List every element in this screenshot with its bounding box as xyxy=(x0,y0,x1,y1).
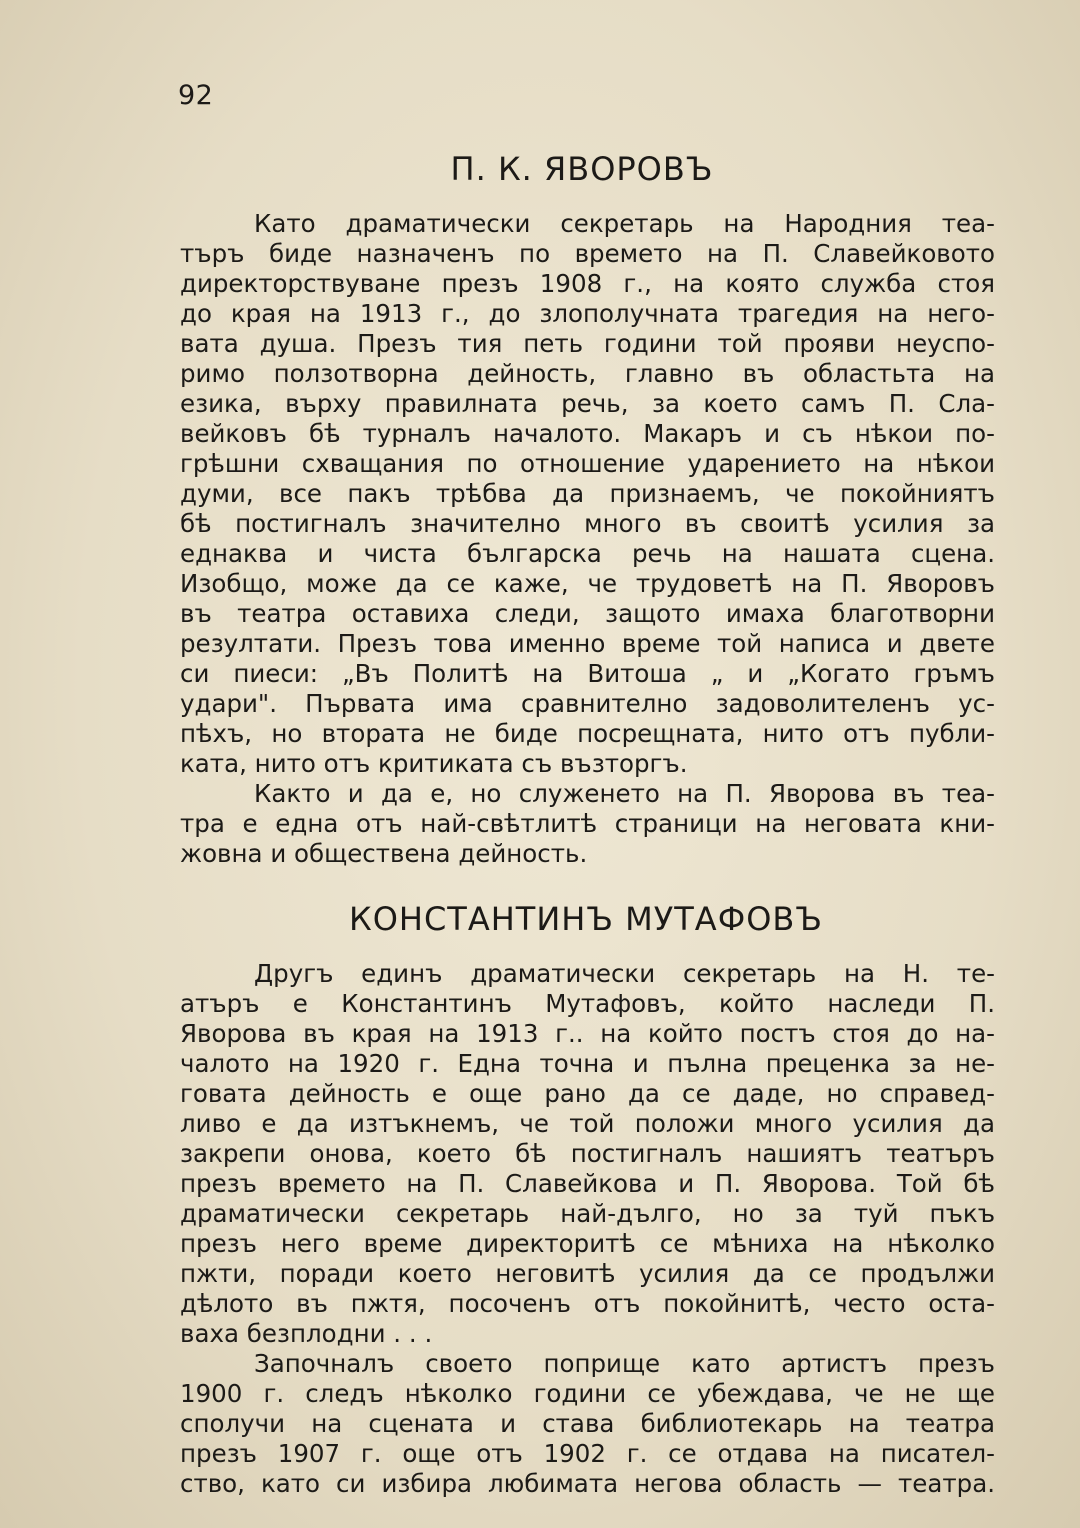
section-body-mutafov xyxy=(180,959,995,1499)
text-line: ливо е да изтъкнемъ, че той положи много усилия да xyxy=(180,1109,995,1138)
text-line: бѣ постигналъ значително много въ своитѣ усилия за xyxy=(180,509,995,538)
text-line: удари". Първата има сравнително задоволителенъ ус- xyxy=(180,689,995,718)
text-line: думи, все пакъ трѣбва да признаемъ, че покойниятъ xyxy=(180,479,995,508)
section-heading-yavorov: П. К. ЯВОРОВЪ xyxy=(450,150,714,188)
text-line: 1900 г. следъ нѣколко години се убеждава, че не ще xyxy=(180,1379,995,1408)
text-line: тра е една отъ най-свѣтлитѣ страници на неговата кни- xyxy=(180,809,995,838)
text-line: пѣхъ, но втората не биде посрещната, нито отъ публи- xyxy=(180,719,995,748)
text-line: вата душа. Презъ тия петь години той прояви неуспо- xyxy=(180,329,995,358)
text-line: Другъ единъ драматически секретарь на Н. те- xyxy=(254,959,995,988)
text-line: атъръ е Константинъ Мутафовъ, който наследи П. xyxy=(180,989,995,1018)
text-line: закрепи онова, което бѣ постигналъ нашиятъ театъръ xyxy=(180,1139,995,1168)
text-line: Изобщо, може да се каже, че трудоветѣ на П. Яворовъ xyxy=(180,569,995,598)
text-line: езика, върху правилната речь, за което самъ П. Сла- xyxy=(180,389,995,418)
text-line: презъ 1907 г. още отъ 1902 г. се отдава на писател- xyxy=(180,1439,995,1468)
text-line: еднаква и чиста българска речь на нашата сцена. xyxy=(180,539,995,568)
text-line: резултати. Презъ това именно време той написа и двете xyxy=(180,629,995,658)
text-line: ката, нито отъ критиката съ възторгъ. xyxy=(180,749,688,778)
text-line: директорствуване презъ 1908 г., на която служба стоя xyxy=(180,269,995,298)
text-line: Започналъ своето поприще като артистъ презъ xyxy=(254,1349,995,1378)
text-line: вейковъ бѣ турналъ началото. Макаръ и съ нѣкои по- xyxy=(180,419,995,448)
text-line: си пиеси: „Въ Политѣ на Витоша „ и „Когато гръмъ xyxy=(180,659,995,688)
text-line: ваха безплодни . . . xyxy=(180,1319,433,1348)
text-line: драматически секретарь най-дълго, но за туй пъкъ xyxy=(180,1199,995,1228)
text-line: Като драматически секретарь на Народния теа- xyxy=(254,209,995,238)
text-line: грѣшни схващания по отношение ударението на нѣкои xyxy=(180,449,995,478)
text-line: презъ него време директоритѣ се мѣниха на нѣколко xyxy=(180,1229,995,1258)
text-line: говата дейность е още рано да се даде, но справед- xyxy=(180,1079,995,1108)
text-line: до края на 1913 г., до злополучната трагедия на него- xyxy=(180,299,995,328)
text-line: римо ползотворна дейность, главно въ областьта на xyxy=(180,359,995,388)
text-line: жовна и обществена дейность. xyxy=(180,839,588,868)
page-number: 92 xyxy=(178,80,214,111)
section-heading-mutafov: КОНСТАНТИНЪ МУТАФОВЪ xyxy=(348,900,824,938)
text-line: пжти, поради което неговитѣ усилия да се продължи xyxy=(180,1259,995,1288)
text-line: Както и да е, но служенето на П. Яворова въ теа- xyxy=(254,779,995,808)
section-body-yavorov xyxy=(180,209,995,869)
text-line: Яворова въ края на 1913 г.. на който постъ стоя до на- xyxy=(180,1019,995,1048)
text-line: презъ времето на П. Славейкова и П. Яворова. Той бѣ xyxy=(180,1169,995,1198)
text-line: чалото на 1920 г. Една точна и пълна преценка за не- xyxy=(180,1049,995,1078)
text-line: ство, като си избира любимата негова область — театра. xyxy=(180,1469,995,1498)
text-line: дѣлото въ пжтя, посоченъ отъ покойнитѣ, често оста- xyxy=(180,1289,995,1318)
text-line: въ театра оставиха следи, защото имаха благотворни xyxy=(180,599,995,628)
text-line: сполучи на сцената и става библиотекарь на театра xyxy=(180,1409,995,1438)
text-line: търъ биде назначенъ по времето на П. Славейковото xyxy=(180,239,995,268)
